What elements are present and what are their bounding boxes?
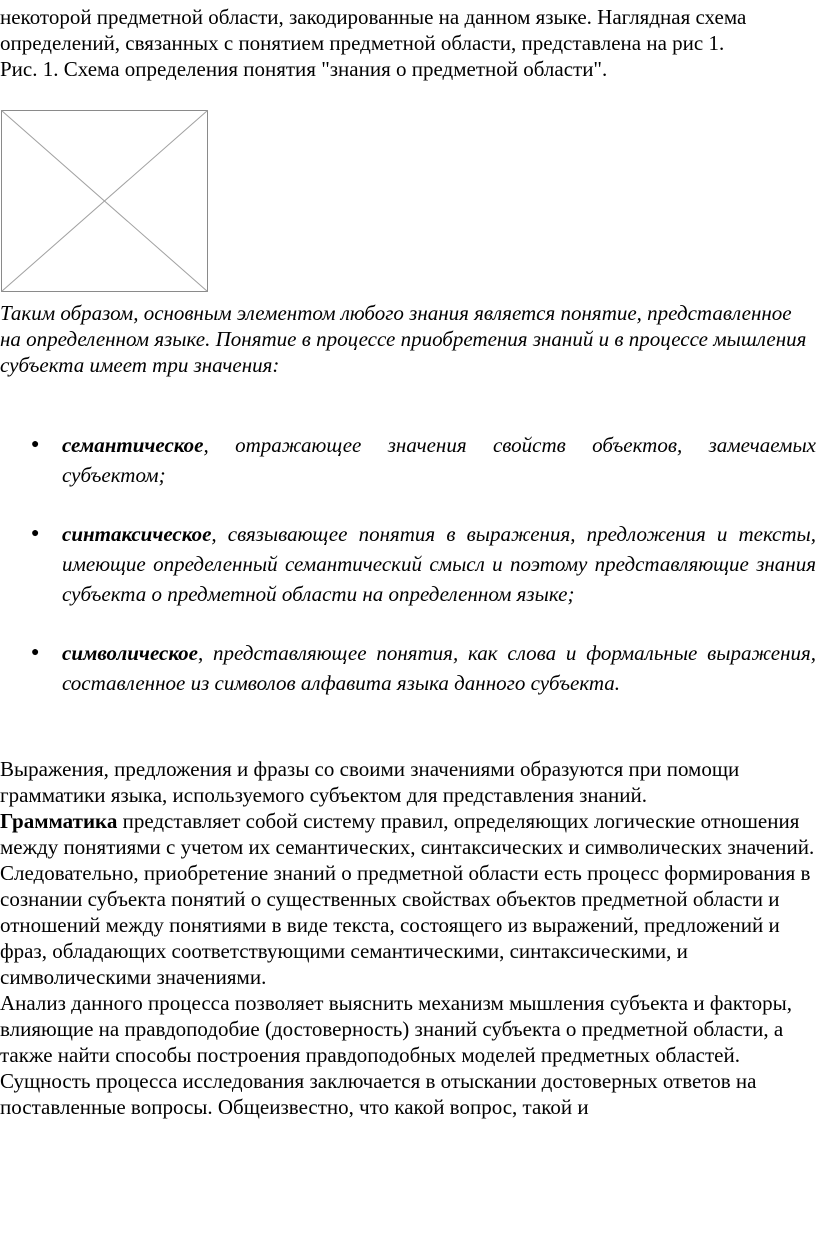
bullet-icon: ●	[31, 645, 40, 660]
list-item-text: , связывающее понятия в выражения, предложения и тексты, имеющие определенный семантический смысл и поэтому представляющие знания субъекта о предметной области на определенном языке;	[62, 522, 816, 606]
list-item-term: семантическое	[62, 433, 204, 457]
list-item	[0, 430, 816, 490]
grammar-term: Грамматика	[0, 809, 118, 833]
list-item-text: , отражающее значения свойств объектов, замечаемых субъектом;	[62, 433, 816, 487]
list-item-term: синтаксическое	[62, 522, 212, 546]
concept-summary-paragraph: Таким образом, основным элементом любого знания является понятие, представленное на определенном языке. Понятие в процессе приобретения знаний и в процессе мышления субъекта имеет три значения:	[0, 301, 807, 377]
list-item	[0, 519, 816, 609]
paragraph-knowledge-acquisition: Следовательно, приобретение знаний о предметной области есть процесс формирования в сознании субъекта понятий о существенных свойствах объектов предметной области и отношений между понятиями в виде текста, состоящего из выражений, предложений и фраз, обладающих соответствующими семантическими, синтаксическими, и символическими значениями.	[0, 861, 811, 989]
list-item	[0, 638, 816, 698]
concept-meanings-list	[0, 430, 816, 727]
list-item-term: символическое	[62, 641, 198, 665]
figure-image-placeholder	[1, 110, 208, 292]
figure-caption: Рис. 1. Схема определения понятия "знания о предметной области".	[0, 57, 608, 81]
paragraph-grammar	[0, 808, 816, 860]
grammar-definition: представляет собой систему правил, определяющих логические отношения между понятиями с учетом их семантических, синтаксических и символических значений.	[0, 809, 815, 859]
intro-paragraph: некоторой предметной области, закодированные на данном языке. Наглядная схема определений, связанных с понятием предметной области, представлена на рис 1.	[0, 5, 747, 55]
paragraph-research-essence: Сущность процесса исследования заключается в отыскании достоверных ответов на поставленные вопросы. Общеизвестно, что какой вопрос, такой и	[0, 1069, 757, 1119]
intro-section	[0, 4, 816, 82]
paragraph-process-analysis: Анализ данного процесса позволяет выяснить механизм мышления субъекта и факторы, влияющие на правдоподобие (достоверность) знаний субъекта о предметной области, а также найти способы построения правдоподобных моделей предметных областей.	[0, 991, 792, 1067]
bullet-icon: ●	[31, 437, 40, 452]
body-section	[0, 756, 816, 1120]
paragraph-expressions: Выражения, предложения и фразы со своими значениями образуются при помощи грамматики языка, используемого субъектом для представления знаний.	[0, 757, 740, 807]
bullet-icon: ●	[31, 526, 40, 541]
list-item-text: , представляющее понятия, как слова и формальные выражения, составленное из символов алфавита языка данного субъекта.	[62, 641, 816, 695]
